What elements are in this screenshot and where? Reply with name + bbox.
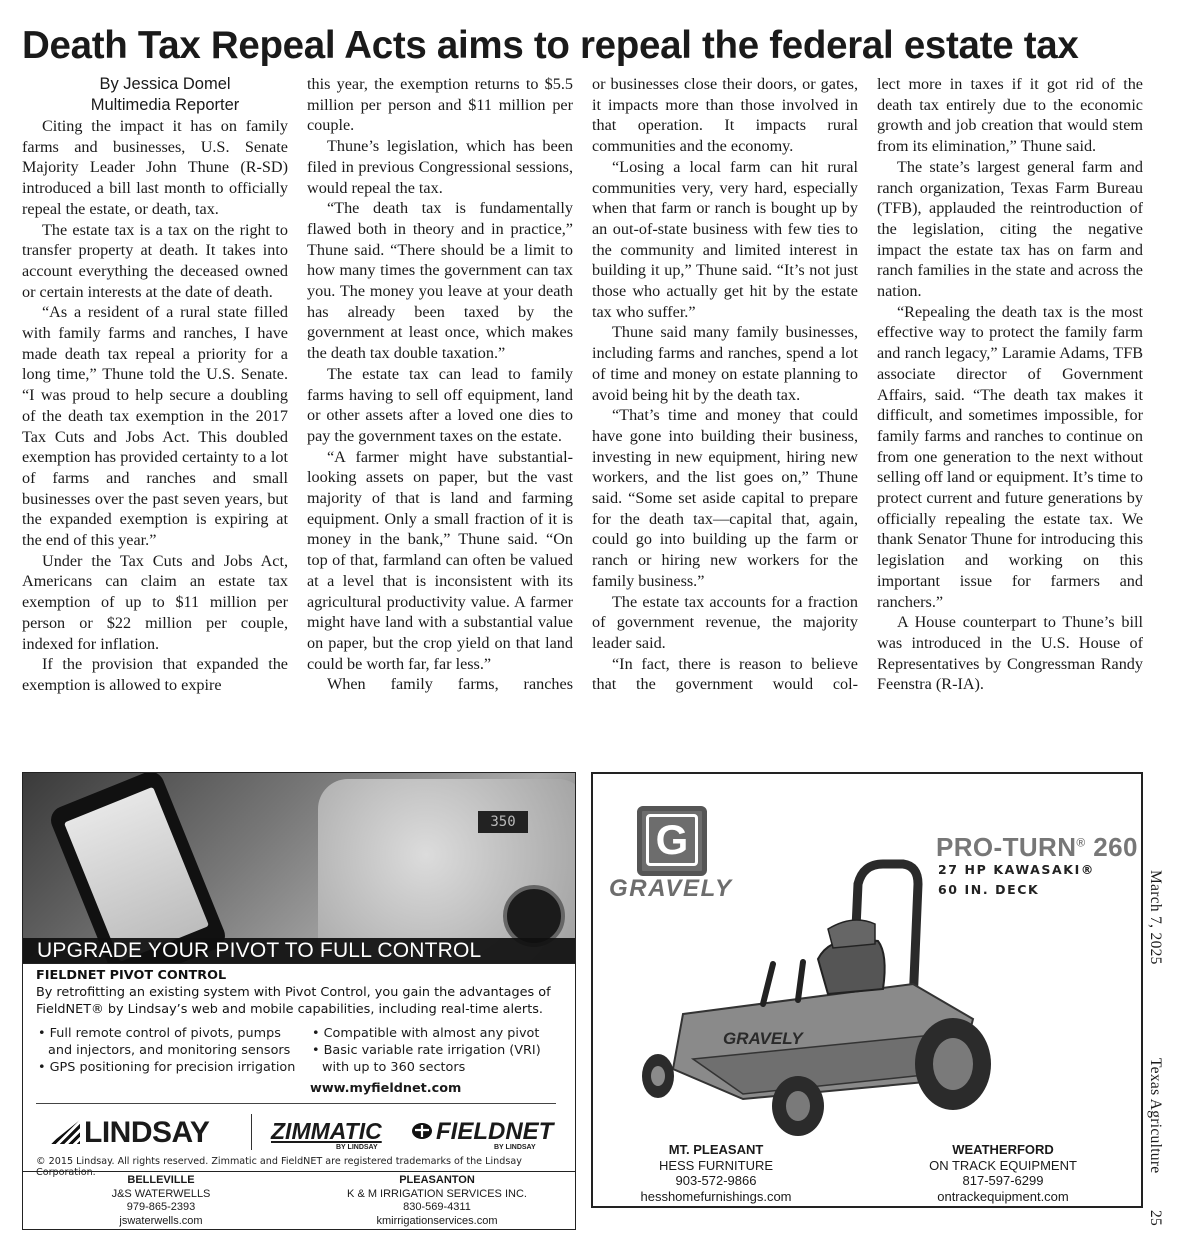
paragraph: The estate tax is a tax on the right to transfer property at death. It takes into account everything the deceased owned or certain interests at the date of death. [22,220,288,301]
dealer-website[interactable]: ontrackequipment.com [937,1188,1069,1204]
dealer-info: PLEASANTON K & M IRRIGATION SERVICES INC. 830-569-4311 kmirrigationservices.com [299,1174,575,1228]
ad-banner: UPGRADE YOUR PIVOT TO FULL CONTROL [23,938,575,964]
lindsay-logo: LINDSAY [50,1116,209,1150]
dealer-website[interactable]: hesshomefurnishings.com [640,1188,792,1204]
fieldnet-emblem-icon [411,1121,433,1141]
paragraph: “The death tax is fundamentally flawed both in theory and in practice,” Thune said. “There should be a limit to how many times the government can tax you. The money you leave at your death has already been taxed by the government at least once, which makes the death tax double taxation.” [307,199,573,363]
article-column-2 [307,74,573,762]
bullet-item: • Full remote control of pivots, pumps and injectors, and monitoring sensors [38,1026,291,1058]
paragraph: or businesses close their doors, or gates, it impacts more than those involved in that operation. It impacts rural communities and the economy. [592,75,858,156]
ad-url[interactable]: www.myfieldnet.com [310,1081,462,1096]
panel-display: 350 [478,811,528,833]
logo-divider [251,1114,252,1150]
dealer-info: BELLEVILLE J&S WATERWELLS 979-865-2393 jswaterwells.com [23,1174,299,1228]
dealer-info: WEATHERFORD ON TRACK EQUIPMENT 817-597-6299 ontrackequipment.com [893,1142,1113,1204]
article-column-4 [877,74,1143,762]
model-spec-deck: 60 IN. DECK [938,882,1040,897]
by-lindsay-label: BY LINDSAY [336,1144,378,1151]
paragraph: The estate tax can lead to family farms having to sell off equipment, land or other assets after a loved one dies to pay the government taxes on the estate. [307,364,573,445]
page-folio [1136,870,1166,1240]
paragraph: Thune’s legislation, which has been filed in previous Congressional sessions, would repeal the tax. [307,137,573,197]
bullet-item: • Compatible with almost any pivot [312,1026,540,1041]
paragraph: lect more in taxes if it got rid of the death tax entirely due to the economic growth and job creation that would stem from its elimination,” Thune said. [877,75,1143,156]
article-column-3 [592,74,858,762]
ad-dealer-list [23,1171,575,1229]
dealer-website[interactable]: kmirrigationservices.com [376,1214,498,1227]
paragraph: Under the Tax Cuts and Jobs Act, Americans can claim an estate tax exemption of up to $11 million per person or $22 million per couple, indexed for inflation. [22,551,288,653]
gravely-advertisement [591,772,1143,1208]
ad-copy [36,967,566,1018]
paragraph: “As a resident of a rural state filled with family farms and ranches, I have made death tax repeal a priority for a long time,” Thune told the U.S. Senate. “I was proud to help secure a doubling of the death tax exemption in the 2017 Tax Cuts and Jobs Act. This doubled exemption has provided certainty to a lot of farms and ranches and small businesses over the past seven years, but the expanded exemption is expiring at the end of this year.” [22,303,288,550]
by-lindsay-label: BY LINDSAY [494,1144,536,1151]
ad-body-text: By retrofitting an existing system with Pivot Control, you gain the advantages of FieldNET® by Lindsay’s web and mobile capabilities, including real-time alerts. [36,985,551,1017]
mower-image [613,844,1013,1144]
paragraph: Thune said many family businesses, including farms and ranches, spend a lot of time and money on estate planning to avoid being hit by the death tax. [592,323,858,404]
lindsay-advertisement [22,772,576,1230]
bullet-item: • Basic variable rate irrigation (VRI) with up to 360 sectors [312,1043,541,1075]
publication-name: Texas Agriculture [1147,1058,1164,1174]
headline: Death Tax Repeal Acts aims to repeal the federal estate tax [22,24,1079,67]
paragraph: The state’s largest general farm and ranch organization, Texas Farm Bureau (TFB), applauded the reintroduction of the legislation, citing the negative impact the estate tax has on farm and ranch families in the state and across the nation. [877,157,1143,301]
paragraph: this year, the exemption returns to $5.5 million per person and $11 million per couple. [307,75,573,135]
paragraph: “That’s time and money that could have gone into building their business, investing in new equipment, hiring new workers, and the list goes on,” Thune said. “Some set aside capital to prepare for the death tax—capital that, again, could go into building up the farm or ranch or hiring new workers for the family business.” [592,406,858,590]
page-number: 25 [1147,1210,1164,1227]
paragraph: “A farmer might have substantial-looking assets on paper, but the vast majority of that is land and farming equipment. Only a small fraction of it is money in the bank,” Thune said. “On top of that, farmland can often be valued at a level that is inconsistent with its agricultural productivity value. A farmer might have land with a substantial value on paper, but the crop yield on that land could be worth far, far less.” [307,447,573,673]
bullet-item: • GPS positioning for precision irrigation [38,1060,296,1075]
lindsay-stripes-icon [50,1120,80,1144]
zimmatic-logo: ZIMMATIC [271,1118,382,1144]
paragraph: “Losing a local farm can hit rural communities very, very hard, especially when that farm or ranch is bought up by an out-of-state business with few ties to the community and limited interest in building it up,” Thune said. “It’s not just those who actually get hit by the estate tax who suffer.” [592,157,858,321]
paragraph: The estate tax accounts for a fraction of government revenue, the majority leader said. [592,592,858,652]
smartphone-image [47,773,229,963]
gravely-wordmark: GRAVELY [609,875,733,902]
paragraph: When family farms, ranches [327,675,573,694]
gravely-logo-icon: G [637,806,707,876]
dealer-website[interactable]: jswaterwells.com [119,1214,203,1227]
model-name: PRO-TURN® 260 [936,832,1138,862]
fieldnet-logo: FIELDNET [411,1118,553,1146]
ad-subhead: FIELDNET PIVOT CONTROL [36,968,227,983]
paragraph: “Repealing the death tax is the most effective way to protect the family farm and ranch legacy,” Laramie Adams, TFB associate director of Government Affairs, said. “The death tax makes it difficult, and sometimes impossible, for family farms and ranches to continue on from one generation to the next without selling off land or equipment. It’s time to protect current and future generations by officially repealing the estate tax. We thank Senator Thune for introducing this legislation and working on this important issue for farmers and ranchers.” [877,302,1143,611]
article-body [22,74,1146,762]
ad-photo [23,773,575,963]
paragraph: Citing the impact it has on family farms and businesses, U.S. Senate Majority Leader John Thune (R-SD) introduced a bill last month to officially repeal the estate, or death, tax. [22,117,288,218]
paragraph: “In fact, there is reason to believe that the government would col- [592,654,858,694]
ad-copyright: © 2015 Lindsay. All rights reserved. Zimmatic and FieldNET are registered trademarks of the Lindsay Corporation. [36,1156,522,1178]
mower-decal: GRAVELY [723,1029,803,1048]
ad-logo-row [36,1103,556,1161]
paragraph: A House counterpart to Thune’s bill was introduced in the U.S. House of Representatives by Congressman Randy Feenstra (R-IA). [877,613,1143,694]
byline-name: By Jessica Domel [99,75,231,93]
article-column-1 [22,74,288,762]
model-spec-engine: 27 HP KAWASAKI® [938,862,1095,877]
issue-date: March 7, 2025 [1147,870,1164,965]
dealer-info: MT. PLEASANT HESS FURNITURE 903-572-9866 hesshomefurnishings.com [601,1142,831,1204]
byline-title: Multimedia Reporter [90,96,240,114]
paragraph: If the provision that expanded the exemption is allowed to expire [22,655,288,694]
